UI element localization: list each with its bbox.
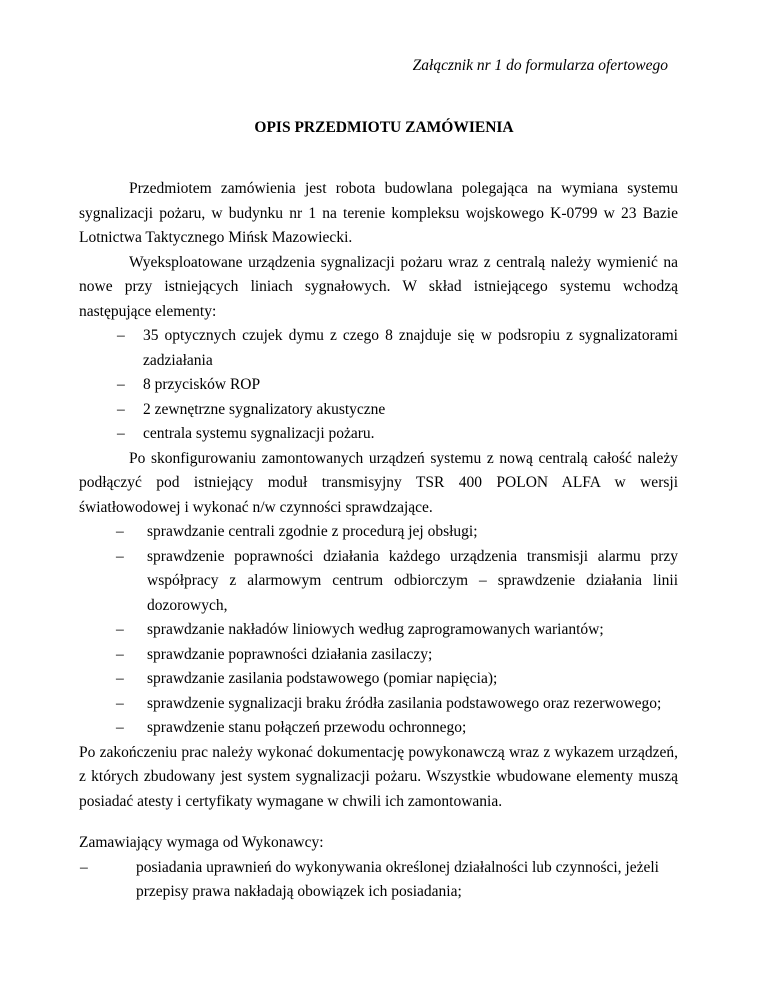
list-item-text: 8 przycisków ROP: [143, 376, 261, 393]
dash-marker: –: [117, 400, 125, 418]
dash-marker: –: [116, 523, 124, 540]
dash-marker: –: [116, 694, 124, 712]
list-item: [79, 545, 678, 619]
list-item: [79, 373, 678, 398]
list-item-text: sprawdzenie sygnalizacji braku źródła zasilania podstawowego oraz rezerwowego;: [147, 694, 662, 712]
list-item-text: 35 optycznych czujek dymu z czego 8 znajduje się w podsropiu z sygnalizatorami zadziałania: [143, 327, 678, 369]
requirements-list: [79, 856, 678, 905]
dash-marker: –: [117, 376, 125, 393]
paragraph-requirements-intro: Zamawiający wymaga od Wykonawcy:: [79, 834, 324, 851]
dash-marker: –: [116, 547, 124, 565]
document-body: [79, 177, 678, 905]
list-item-text: sprawdzenie poprawności działania każdego urządzenia transmisji alarmu przy współpracy z alarmowym centrum odbiorczym – sprawdzenie działania linii dozorowych,: [147, 547, 678, 614]
annex-header: Załącznik nr 1 do formularza ofertowego: [412, 57, 668, 74]
dash-marker: –: [117, 327, 125, 344]
list-item-text: sprawdzanie zasilania podstawowego (pomiar napięcia);: [147, 670, 498, 687]
list-item-text: posiadania uprawnień do wykonywania określonej działalności lub czynności, jeżeli przepisy prawa nakładają obowiązek ich posiadania;: [136, 858, 659, 900]
dash-marker: –: [116, 645, 124, 663]
paragraph-configuration: Po skonfigurowaniu zamontowanych urządzeń systemu z nową centralą całość należy podłączyć pod istniejący moduł transmisyjny TSR 400 POLON ALFA w wersji światłowodowej i wykonać n/w czynności sprawdzające.: [79, 449, 678, 516]
list-item: [79, 643, 678, 668]
list-item: [79, 324, 678, 373]
checks-list: [79, 520, 678, 741]
paragraph-subject: Przedmiotem zamówienia jest robota budowlana polegająca na wymiana systemu sygnalizacji pożaru, w budynku nr 1 na terenie kompleksu wojskowego K-0799 w 23 Bazie Lotnictwa Taktycznego Mińsk Mazowiecki.: [79, 180, 678, 246]
list-item: [79, 856, 678, 905]
list-item: [79, 398, 678, 423]
list-item: [79, 692, 678, 717]
dash-marker: –: [116, 719, 124, 736]
list-item-text: centrala systemu sygnalizacji pożaru.: [143, 425, 375, 442]
document-title: OPIS PRZEDMIOTU ZAMÓWIENIA: [254, 119, 514, 136]
list-item: [79, 618, 678, 643]
paragraph-existing-system: Wyeksploatowane urządzenia sygnalizacji pożaru wraz z centralą należy wymienić na nowe przy istniejących liniach sygnałowych. W skład istniejącego systemu wchodzą następujące elementy:: [79, 253, 678, 320]
list-item: [79, 667, 678, 692]
dash-marker: –: [80, 858, 88, 876]
dash-marker: –: [116, 621, 124, 638]
elements-list: [79, 324, 678, 447]
list-item-text: sprawdzanie centrali zgodnie z procedurą jej obsługi;: [147, 523, 478, 540]
list-item: [79, 422, 678, 447]
list-item-text: sprawdzanie poprawności działania zasilaczy;: [147, 645, 433, 663]
list-item-text: sprawdzenie stanu połączeń przewodu ochronnego;: [147, 719, 467, 736]
dash-marker: –: [117, 425, 125, 442]
list-item-text: 2 zewnętrzne sygnalizatory akustyczne: [143, 400, 386, 418]
list-item-text: sprawdzanie nakładów liniowych według zaprogramowanych wariantów;: [147, 621, 604, 638]
list-item: [79, 520, 678, 545]
paragraph-documentation: Po zakończeniu prac należy wykonać dokumentację powykonawczą wraz z wykazem urządzeń, z których zbudowany jest system sygnalizacji pożaru. Wszystkie wbudowane elementy muszą posiadać atesty i certyfikaty wymagane w chwili ich zamontowania.: [79, 743, 678, 810]
list-item: [79, 716, 678, 741]
dash-marker: –: [116, 670, 124, 687]
